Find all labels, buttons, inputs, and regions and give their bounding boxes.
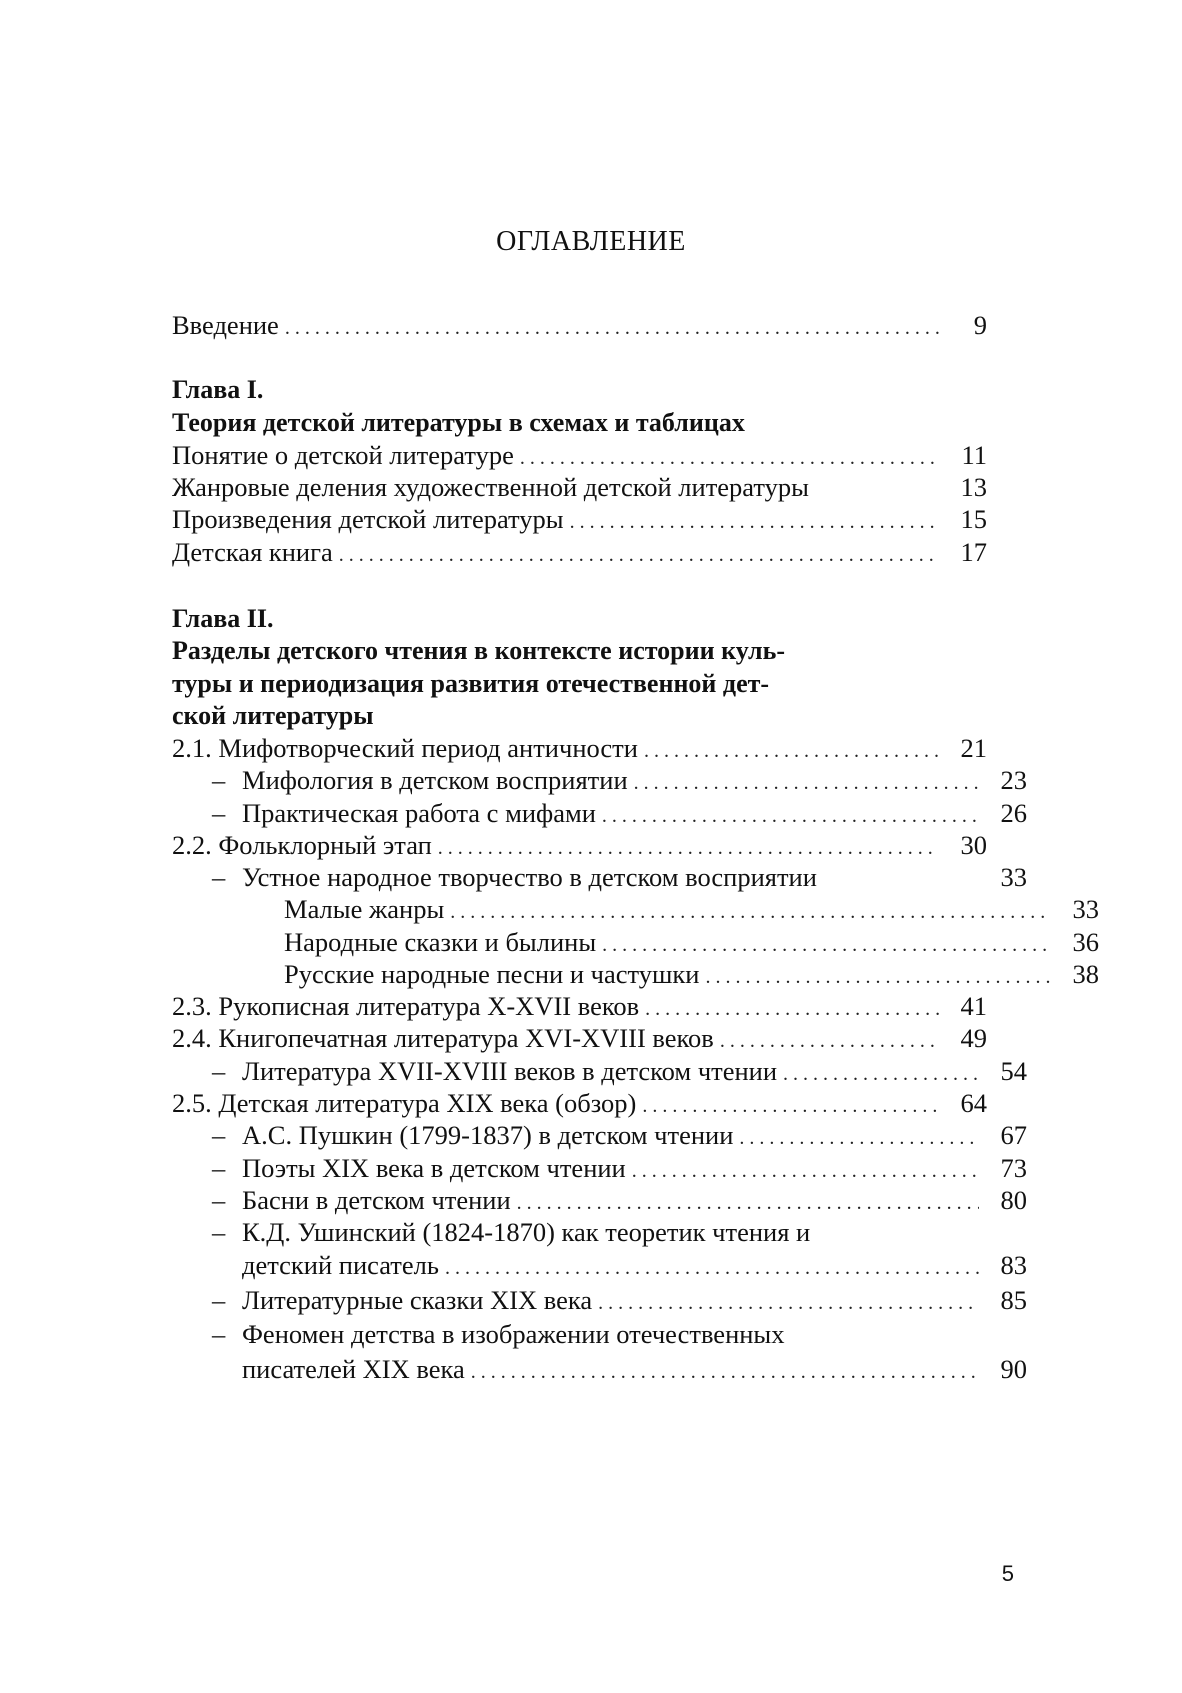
toc-entry-page: 21 bbox=[960, 733, 987, 763]
toc-entry-page: 13 bbox=[960, 472, 987, 502]
toc-entry-label: Мифология в детском восприятии bbox=[242, 765, 628, 795]
toc-entry[interactable] bbox=[172, 470, 987, 504]
toc-entry-label: 2.3. Рукописная литература X-XVII веков bbox=[172, 991, 640, 1021]
toc-entry-label: Малые жанры bbox=[284, 894, 445, 924]
chapter-1-title: Теория детской литературы в схемах и таблицах bbox=[172, 408, 745, 437]
toc-entry[interactable] bbox=[172, 535, 987, 569]
toc-entry-label: 2.4. Книгопечатная литература XVI-XVIII веков bbox=[172, 1023, 714, 1053]
dash-marker: – bbox=[212, 798, 226, 828]
toc-entry-page: 64 bbox=[960, 1088, 987, 1118]
toc-entry-label: Введение bbox=[172, 310, 279, 340]
toc-entry-label: Устное народное творчество в детском восприятии bbox=[242, 862, 817, 892]
toc-entry[interactable] bbox=[172, 502, 987, 536]
toc-entry-page: 36 bbox=[1072, 927, 1099, 957]
toc-entry-page: 85 bbox=[1000, 1285, 1027, 1315]
toc-entry-label: Народные сказки и былины bbox=[284, 927, 597, 957]
toc-entry[interactable] bbox=[172, 1086, 987, 1120]
toc-entry[interactable] bbox=[172, 1317, 1027, 1351]
toc-entry-label: 2.5. Детская литература XIX века (обзор) bbox=[172, 1088, 637, 1118]
toc-entry-page: 11 bbox=[961, 440, 987, 470]
toc-entry-page: 33 bbox=[1000, 862, 1027, 892]
toc-entry-label: Басни в детском чтении bbox=[242, 1185, 511, 1215]
toc-entry[interactable] bbox=[172, 1021, 987, 1055]
toc-entry-label: 2.2. Фольклорный этап bbox=[172, 830, 432, 860]
toc-entry[interactable] bbox=[172, 1183, 1027, 1217]
toc-entry[interactable] bbox=[172, 438, 987, 472]
toc-entry[interactable] bbox=[172, 1215, 1027, 1249]
dash-marker: – bbox=[212, 1056, 226, 1086]
chapter-2-title-line: туры и периодизация развития отечественной дет- bbox=[172, 669, 770, 698]
toc-entry-label: Жанровые деления художественной детской литературы bbox=[172, 472, 809, 502]
toc-entry-page: 30 bbox=[960, 830, 987, 860]
toc-entry-label: Детская книга bbox=[172, 537, 333, 567]
leader-dots bbox=[339, 538, 939, 572]
toc-entry[interactable] bbox=[172, 828, 987, 862]
chapter-2-title-line: Разделы детского чтения в контексте истории куль- bbox=[172, 636, 786, 665]
toc-entry-page: 90 bbox=[1000, 1354, 1027, 1384]
toc-entry-label: Феномен детства в изображении отечественных bbox=[242, 1319, 785, 1349]
dash-marker: – bbox=[212, 1153, 226, 1183]
toc-entry-label: Произведения детской литературы bbox=[172, 504, 564, 534]
page-number: 5 bbox=[1001, 1561, 1014, 1586]
toc-entry-label: детский писатель bbox=[242, 1250, 439, 1280]
toc-entry-page: 33 bbox=[1072, 894, 1099, 924]
toc-entry-label: Практическая работа с мифами bbox=[242, 798, 596, 828]
dash-marker: – bbox=[212, 1319, 226, 1349]
toc-entry-page: 41 bbox=[960, 991, 987, 1021]
toc-entry[interactable] bbox=[172, 860, 1027, 894]
dash-marker: – bbox=[212, 765, 226, 795]
dash-marker: – bbox=[212, 1285, 226, 1315]
toc-entry-page: 38 bbox=[1072, 959, 1099, 989]
toc-entry[interactable] bbox=[172, 1118, 1027, 1152]
chapter-2-label: Глава II. bbox=[172, 604, 274, 633]
leader-dots bbox=[445, 1251, 979, 1285]
toc-entry-label: 2.1. Мифотворческий период античности bbox=[172, 733, 638, 763]
dash-marker: – bbox=[212, 1217, 226, 1247]
toc-entry-label: К.Д. Ушинский (1824-1870) как теоретик чтения и bbox=[242, 1217, 811, 1247]
toc-entry-label: Понятие о детской литературе bbox=[172, 440, 514, 470]
toc-entry-page: 9 bbox=[973, 310, 987, 340]
toc-entry-label: Поэты XIX века в детском чтении bbox=[242, 1153, 626, 1183]
toc-entry[interactable] bbox=[172, 989, 987, 1023]
toc-entry-page: 83 bbox=[1000, 1250, 1027, 1280]
dash-marker: – bbox=[212, 1185, 226, 1215]
toc-entry-page: 17 bbox=[960, 537, 987, 567]
dash-marker: – bbox=[212, 1120, 226, 1150]
toc-entry-page: 54 bbox=[1000, 1056, 1027, 1086]
toc-entry-label: Русские народные песни и частушки bbox=[284, 959, 700, 989]
page-title: ОГЛАВЛЕНИЕ bbox=[496, 226, 686, 257]
toc-entry-continuation[interactable] bbox=[172, 1352, 1027, 1386]
leader-dots bbox=[450, 895, 1051, 929]
toc-entry[interactable] bbox=[172, 763, 1027, 797]
leader-dots bbox=[634, 766, 979, 800]
toc-entry-label: А.С. Пушкин (1799-1837) в детском чтении bbox=[242, 1120, 734, 1150]
dash-marker: – bbox=[212, 862, 226, 892]
toc-entry-label: Литературные сказки XIX века bbox=[242, 1285, 593, 1315]
toc-entry-label: писателей XIX века bbox=[242, 1354, 465, 1384]
leader-dots bbox=[471, 1355, 979, 1389]
leader-dots bbox=[570, 505, 939, 539]
toc-entry-page: 80 bbox=[1000, 1185, 1027, 1215]
toc-entry[interactable] bbox=[172, 796, 1027, 830]
leader-dots bbox=[720, 1024, 939, 1058]
toc-entry[interactable] bbox=[172, 957, 1099, 991]
toc-entry-page: 49 bbox=[960, 1023, 987, 1053]
toc-entry[interactable] bbox=[172, 925, 1099, 959]
chapter-1-label: Глава I. bbox=[172, 375, 264, 404]
toc-entry-page: 67 bbox=[1000, 1120, 1027, 1150]
leader-dots bbox=[739, 1121, 979, 1155]
toc-entry[interactable] bbox=[172, 892, 1099, 926]
toc-entry-intro[interactable] bbox=[172, 308, 987, 342]
leader-dots bbox=[285, 311, 939, 345]
toc-entry-continuation[interactable] bbox=[172, 1248, 1027, 1282]
toc-entry[interactable] bbox=[172, 1054, 1027, 1088]
toc-entry-page: 23 bbox=[1000, 765, 1027, 795]
toc-entry-page: 73 bbox=[1000, 1153, 1027, 1183]
chapter-2-title-line: ской литературы bbox=[172, 701, 374, 730]
toc-entry[interactable] bbox=[172, 1283, 1027, 1317]
toc-entry-label: Литература XVII-XVIII веков в детском чтении bbox=[242, 1056, 778, 1086]
toc-entry-page: 15 bbox=[960, 504, 987, 534]
toc-entry[interactable] bbox=[172, 1151, 1027, 1185]
leader-dots bbox=[598, 1286, 979, 1320]
toc-entry[interactable] bbox=[172, 731, 987, 765]
toc-entry-page: 26 bbox=[1000, 798, 1027, 828]
